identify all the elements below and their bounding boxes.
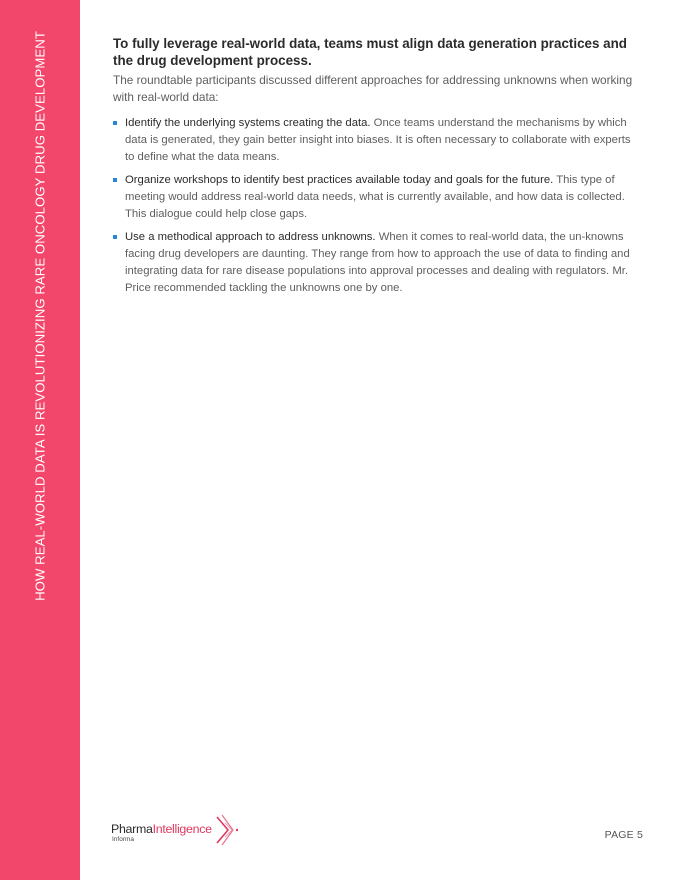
sidebar-title: HOW REAL-WORLD DATA IS REVOLUTIONIZING RARE ONCOLOGY DRUG DEVELOPMENT	[32, 31, 48, 601]
pharma-intelligence-logo	[111, 813, 251, 849]
bullet-body: Once teams understand the mechanisms by which data is generated, they gain better insight into biases. It is often necessary to collaborate with experts to define what the data means.	[125, 117, 631, 163]
bullet-list	[113, 115, 638, 297]
list-item	[113, 115, 638, 166]
bullet-body: When it comes to real-world data, the un-knowns facing drug developers are daunting. They range from how to approach the use of data to finding and integrating data for rare disease populations into approval processes and dealing with regulators. Mr. Price recommended tackling the unknowns one by one.	[125, 231, 630, 294]
section-heading: To fully leverage real-world data, teams must align data generation practices and the drug development process.	[113, 36, 627, 68]
logo-subtitle: Informa	[112, 836, 135, 843]
bullet-icon	[113, 121, 117, 125]
chevron-logo-icon	[213, 813, 241, 849]
logo-product: Intelligence	[152, 822, 212, 836]
bullet-body: This type of meeting would address real-world data needs, what is currently available, and how data is collected. This dialogue could help close gaps.	[125, 174, 625, 220]
bullet-lead: Use a methodical approach to address unknowns.	[125, 231, 376, 243]
sidebar	[0, 0, 80, 880]
bullet-icon	[113, 235, 117, 239]
list-item	[113, 172, 638, 223]
logo-wordmark	[111, 822, 212, 836]
page-number: PAGE 5	[604, 829, 643, 841]
logo-brand: Pharma	[111, 822, 153, 836]
main-content	[113, 36, 638, 303]
section-intro: The roundtable participants discussed different approaches for addressing unknowns when working with real-world data:	[113, 73, 633, 104]
bullet-icon	[113, 178, 117, 182]
bullet-lead: Identify the underlying systems creating the data.	[125, 117, 371, 129]
bullet-lead: Organize workshops to identify best practices available today and goals for the future.	[125, 174, 554, 186]
list-item	[113, 229, 638, 297]
